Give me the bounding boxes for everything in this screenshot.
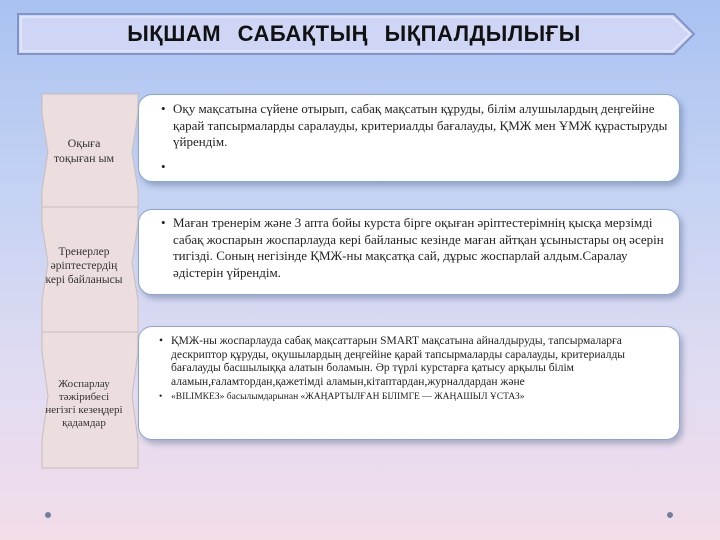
chevron-label <box>42 245 126 287</box>
label-line: тоқыған ым <box>53 151 115 165</box>
title-banner <box>16 12 698 56</box>
label-line: тәжірибесі <box>58 391 110 403</box>
label-line: Жоспарлау <box>58 378 110 390</box>
label-line: кері байланысы <box>45 274 123 286</box>
content-panel <box>138 209 680 295</box>
label-line: Тренерлер <box>58 246 110 258</box>
bullet-item <box>173 159 669 171</box>
chevron-label <box>42 378 126 430</box>
chevron-label <box>42 136 126 166</box>
bullet-item: • «ВІLIМКЕЗ» басылымдарынан «ЖАҢАРТЫЛҒАН БІЛІМГЕ — ЖАҢАШЫЛ ҰСТАЗ» <box>171 391 669 405</box>
row-trainer-feedback <box>40 205 688 335</box>
bullet-item: • Маған тренерім және 3 апта бойы курста бірге оқыған әріптестерімнің қысқа мерзімді сабақ жоспарын жоспарлауда кері байланыс кезінде маған айтқан ұсыныстары оң әсерін тигізді. Соның негізінде ҚМЖ-ны мақсатқа сай, дұрыс жоспарлай алдым.Саралау әдістерін үйрендім. <box>173 215 669 281</box>
decorative-dot-left <box>45 512 51 518</box>
label-line: негізгі кезеңдері <box>45 404 123 416</box>
label-line: қадамдар <box>62 417 106 429</box>
bullet-item: • ҚМЖ-ны жоспарлауда сабақ мақсаттарын SMART мақсатына айналдыруды, тапсырмаларға дескриптор құруды, оқушылардың деңгейіне қарай тапсырмаларды саралауды, критериалды бағалауды басшылыққа алатын боламын. Әр түрлі курстарға қатысу арқылы білім аламын,ғаламтордан,қажетімді аламын,кітаптардан,журналдардан және <box>171 335 669 389</box>
content-panel <box>138 94 680 182</box>
content-panel <box>138 326 680 440</box>
row-planning-experience <box>40 330 688 470</box>
label-line: Оқыға <box>67 136 101 150</box>
label-line: әріптестердің <box>50 260 118 272</box>
page-title: ЫҚШАМ САБАҚТЫҢ ЫҚПАЛДЫЛЫҒЫ <box>127 21 581 46</box>
decorative-dot-right <box>667 512 673 518</box>
bullet-item: • Оқу мақсатына сүйене отырып, сабақ мақсатын құруды, білім алушылардың деңгейіне қарай тапсырмаларды саралауды, критериалды бағалауды, ҚМЖ мен ҰМЖ құрастыруды үйрендім. <box>173 101 669 151</box>
